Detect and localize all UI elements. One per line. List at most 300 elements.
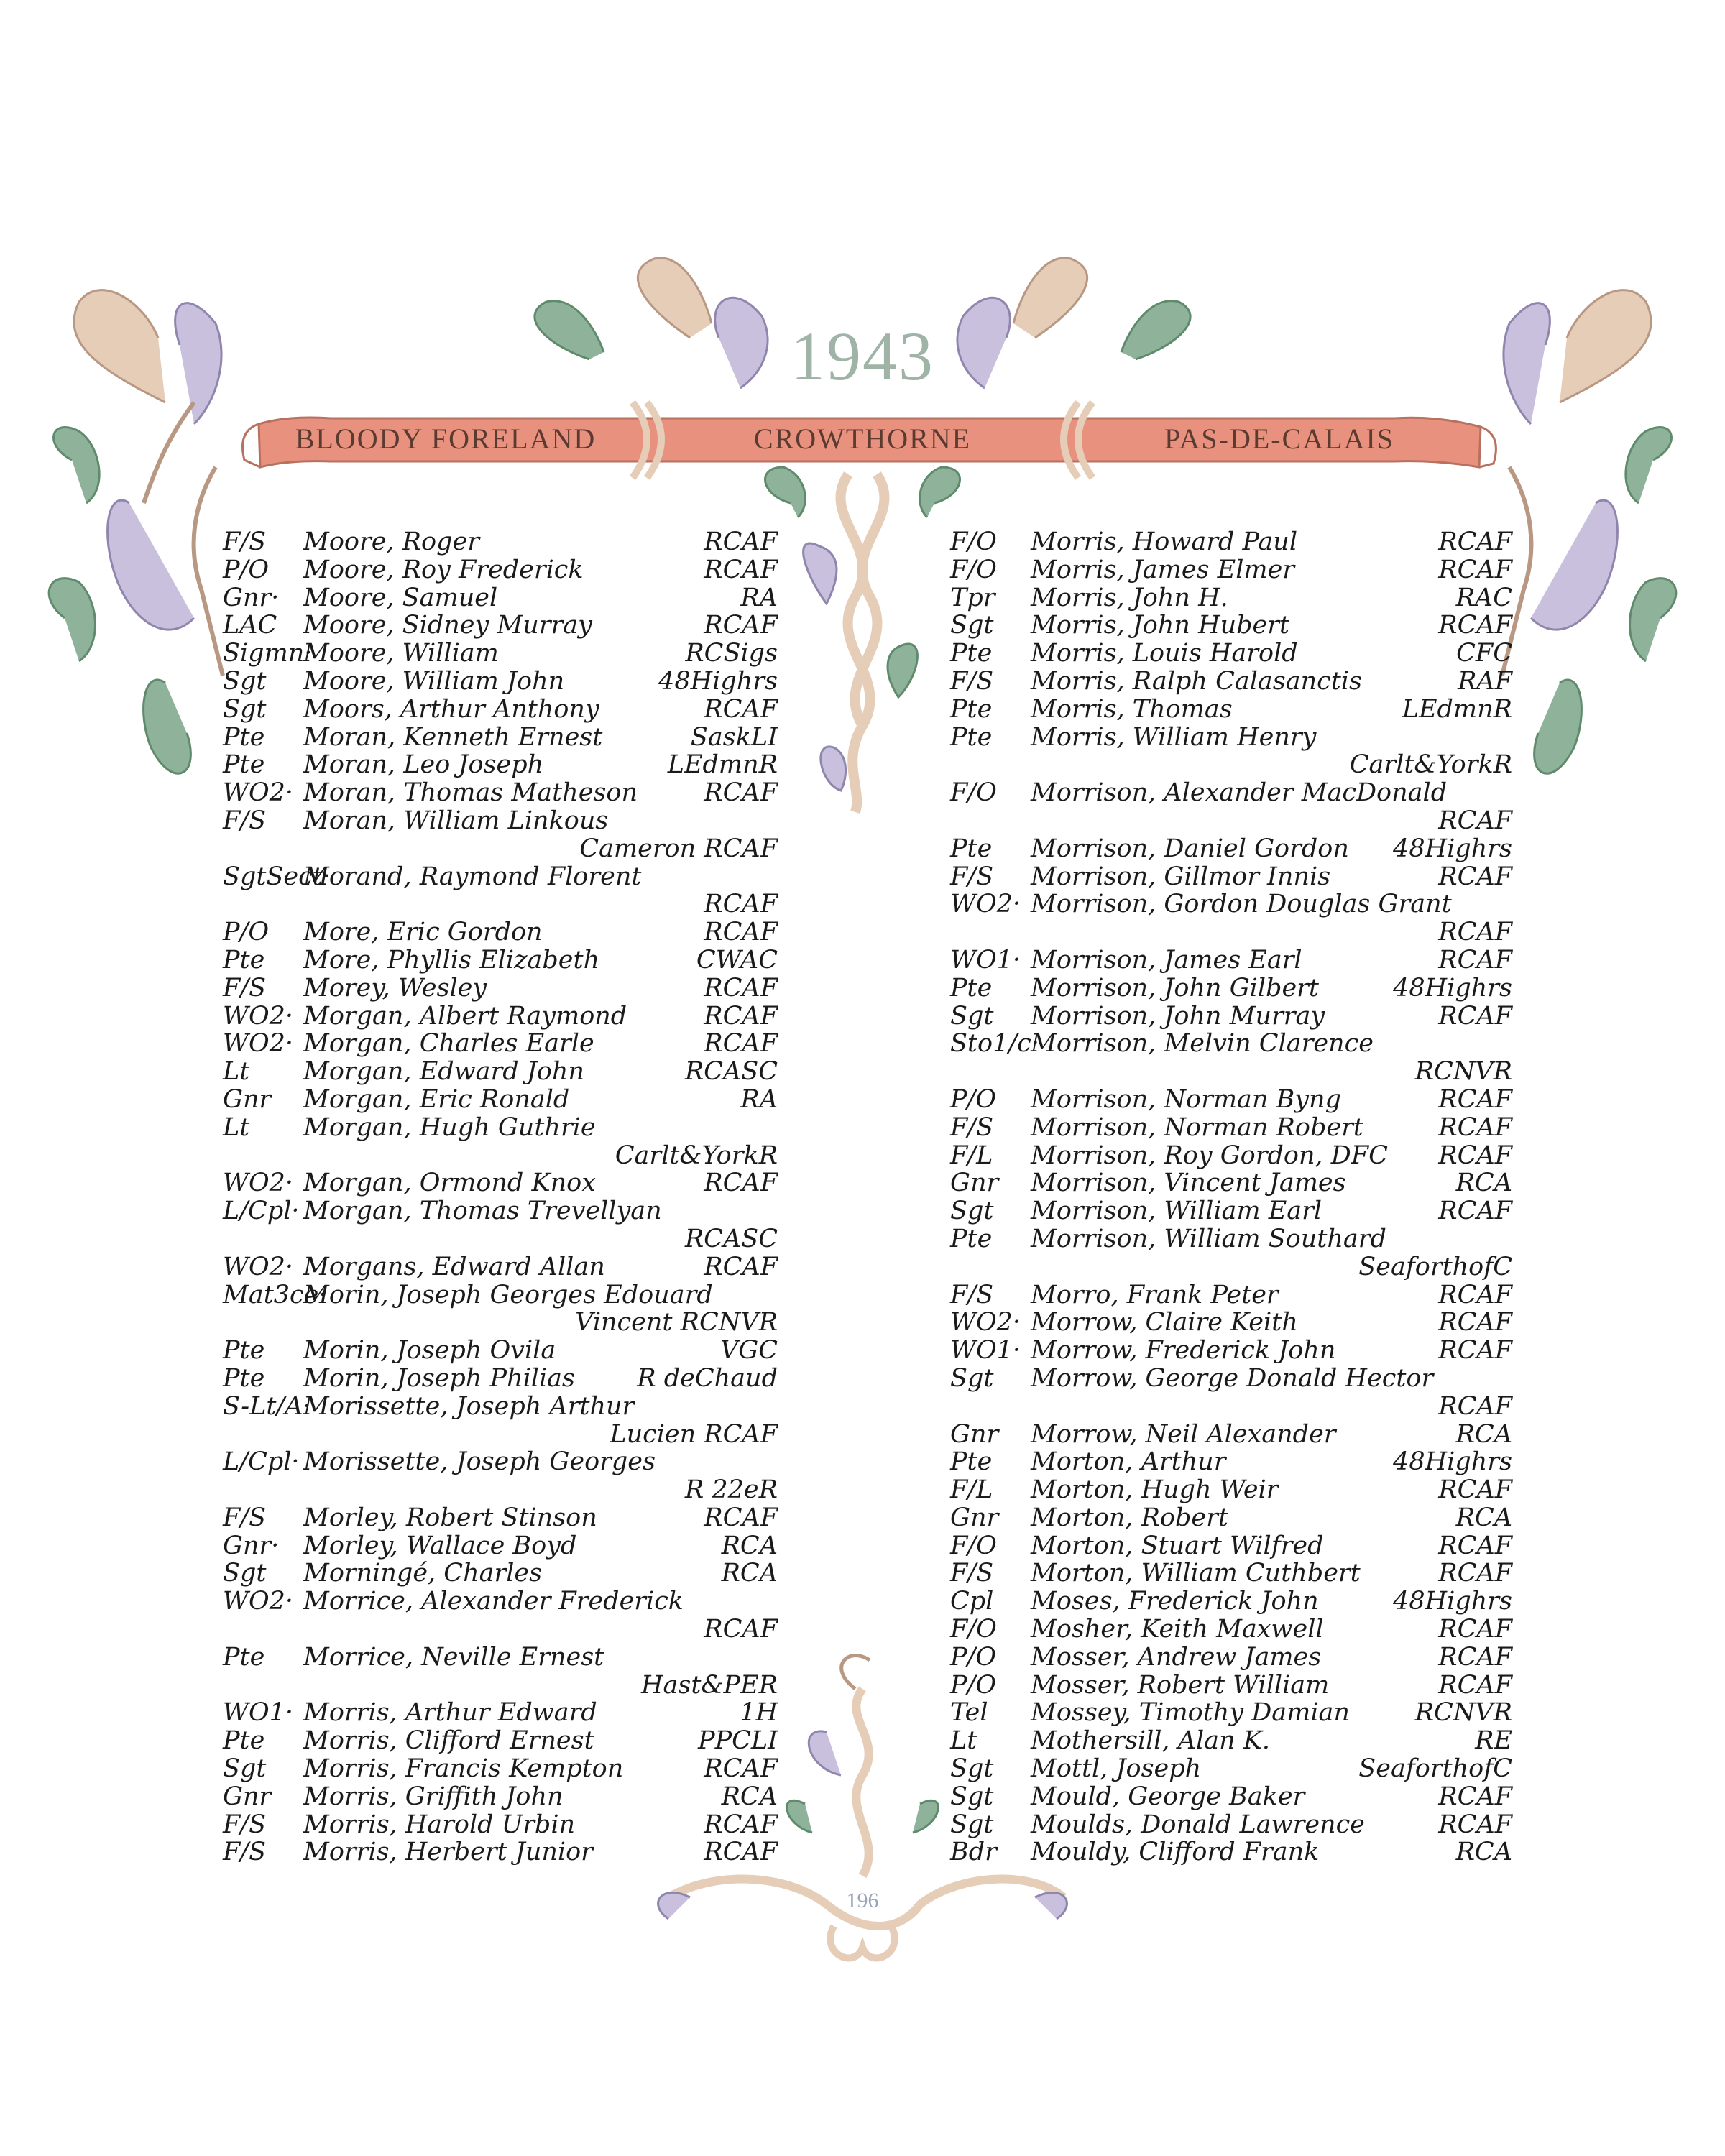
entry-unit: RCAF (1438, 555, 1512, 584)
entry-rank: Sgt (223, 694, 267, 724)
entry-unit: RCAF (1438, 945, 1512, 975)
list-item (950, 556, 1512, 584)
corner-flourish-left (49, 290, 223, 774)
entry-rank: F/S (950, 1559, 994, 1588)
entry-unit: RA (740, 583, 778, 612)
entry-name: Morris, Arthur Edward (303, 1698, 597, 1728)
entry-unit: RCAF (1438, 1336, 1512, 1365)
entry-unit: LEdmnR (1402, 694, 1512, 724)
entry-unit: RCAF (1438, 1782, 1512, 1811)
entry-rank: WO2· (223, 1169, 294, 1198)
entry-unit: RCAF (704, 1810, 778, 1839)
entry-unit: RCAF (704, 528, 778, 556)
entry-unit: RCAF (704, 1252, 778, 1281)
list-item (950, 1365, 1512, 1393)
entry-unit: 48Highrs (658, 666, 778, 696)
list-item (223, 1030, 778, 1058)
entry-rank: Lt (950, 1726, 978, 1756)
entry-name: Moran, Kenneth Ernest (303, 722, 603, 752)
entry-rank: F/L (950, 1141, 993, 1170)
list-item (950, 779, 1512, 807)
list-item (950, 1337, 1512, 1365)
entry-name: Morris, Griffith John (303, 1782, 564, 1811)
list-item (223, 1644, 778, 1672)
list-item (223, 1672, 778, 1700)
list-item (223, 1783, 778, 1811)
entry-rank: SgtSect· (223, 862, 331, 891)
entry-unit: RCA (721, 1559, 778, 1588)
entry-unit: RCNVR (1414, 1698, 1512, 1728)
entry-rank: Sgt (223, 666, 267, 696)
entry-name: Morris, James Elmer (1031, 555, 1295, 584)
list-item (223, 640, 778, 668)
list-item (950, 1672, 1512, 1700)
entry-name: Morgan, Ormond Knox (303, 1169, 596, 1198)
list-item (223, 1504, 778, 1532)
entry-rank: Pte (223, 722, 265, 752)
entry-rank: P/O (950, 1670, 997, 1700)
entry-rank: F/S (223, 1810, 267, 1839)
entry-rank: WO1· (950, 945, 1021, 975)
entry-rank: Pte (223, 1642, 265, 1672)
entry-unit: 48Highrs (1393, 973, 1512, 1003)
entry-name: Mould, George Baker (1031, 1782, 1305, 1811)
entry-rank: Lt (223, 1112, 250, 1142)
entry-rank: Sgt (223, 1559, 267, 1588)
entry-unit: RCAF (1438, 1615, 1512, 1644)
list-item (223, 751, 778, 779)
entry-rank: Sto1/c· (950, 1029, 1039, 1059)
list-item (950, 1811, 1512, 1839)
list-item (950, 1309, 1512, 1337)
entry-unit: RCAF (1438, 1810, 1512, 1839)
entry-unit: RCAF (704, 611, 778, 640)
entry-unit: LEdmnR (667, 750, 778, 780)
entry-name: Morgan, Albert Raymond (303, 1001, 627, 1031)
entry-rank: WO1· (950, 1336, 1021, 1365)
entry-name: Morin, Joseph Georges Edouard (303, 1280, 713, 1309)
entry-rank: F/L (950, 1475, 993, 1505)
entry-name: More, Phyllis Elizabeth (303, 945, 600, 975)
entry-unit: RCAF (704, 973, 778, 1003)
entry-rank: Bdr (950, 1838, 997, 1867)
entry-name: Moors, Arthur Anthony (303, 694, 599, 724)
entry-rank: S-Lt/A· (223, 1391, 311, 1421)
entry-name: Moses, Frederick John (1031, 1587, 1319, 1616)
entry-rank: Pte (223, 1726, 265, 1756)
entry-unit: RCAF (1438, 1559, 1512, 1588)
entry-name: Morris, Louis Harold (1031, 639, 1298, 668)
list-item (950, 1476, 1512, 1504)
entry-unit: CFC (1456, 639, 1512, 668)
entry-unit: RCAF (1438, 1280, 1512, 1309)
entry-name: Morrison, Alexander MacDonald (1031, 778, 1448, 808)
entry-rank: Lt (223, 1057, 250, 1087)
entry-unit: 48Highrs (1393, 1587, 1512, 1616)
list-item (950, 1114, 1512, 1142)
entry-rank: Tel (950, 1698, 988, 1728)
entry-name: Morrice, Neville Ernest (303, 1642, 604, 1672)
entry-rank: Sgt (950, 1197, 994, 1226)
list-item (223, 1309, 778, 1337)
entry-rank: Gnr (223, 1084, 272, 1114)
list-item (950, 1393, 1512, 1421)
list-item (950, 918, 1512, 946)
list-item (223, 1699, 778, 1727)
entry-name: Morris, Herbert Junior (303, 1838, 593, 1867)
entry-name: Morgan, Edward John (303, 1057, 584, 1087)
entry-name: More, Eric Gordon (303, 918, 543, 947)
list-item (223, 1476, 778, 1504)
entry-rank: WO2· (223, 1001, 294, 1031)
list-item (223, 807, 778, 835)
list-item (950, 528, 1512, 556)
entry-name: Moran, Thomas Matheson (303, 778, 638, 808)
entry-unit: RCAF (1438, 1197, 1512, 1226)
entry-name: Morris, Thomas (1031, 694, 1233, 724)
entry-name: Mossey, Timothy Damian (1031, 1698, 1350, 1728)
list-item (950, 1030, 1512, 1058)
entry-name: Moore, Sidney Murray (303, 611, 592, 640)
entry-unit: RCAF (704, 1029, 778, 1059)
entry-unit: RCAF (704, 1754, 778, 1784)
list-item (950, 1699, 1512, 1727)
entry-unit: RCA (1455, 1419, 1512, 1449)
entry-rank: F/S (223, 1503, 267, 1532)
entry-rank: Tpr (950, 583, 995, 612)
entry-unit: RCAF (704, 1503, 778, 1532)
list-item (950, 696, 1512, 724)
entry-continuation: Vincent RCNVR (575, 1308, 778, 1337)
list-item (223, 779, 778, 807)
entry-name: Morrow, Neil Alexander (1031, 1419, 1336, 1449)
entry-name: Morton, Stuart Wilfred (1031, 1531, 1324, 1560)
entry-name: Morgan, Charles Earle (303, 1029, 594, 1059)
entry-rank: Sgt (950, 1810, 994, 1839)
entry-rank: Mat3ce· (223, 1280, 327, 1309)
entry-name: Morris, William Henry (1031, 722, 1317, 752)
entry-unit: RCAF (1438, 611, 1512, 640)
entry-name: Morris, Ralph Calasanctis (1031, 666, 1362, 696)
entry-rank: WO1· (223, 1698, 294, 1728)
entry-name: Morand, Raymond Florent (303, 862, 642, 891)
entry-rank: WO2· (950, 1308, 1021, 1337)
entry-rank: LAC (223, 611, 277, 640)
entry-name: Mouldy, Clifford Frank (1031, 1838, 1320, 1867)
list-item (950, 1225, 1512, 1253)
entry-unit: RCA (1455, 1838, 1512, 1867)
entry-rank: Pte (950, 973, 993, 1003)
entry-unit: CWAC (696, 945, 778, 975)
entry-unit: 1H (740, 1698, 778, 1728)
entry-name: Morrow, George Donald Hector (1031, 1363, 1434, 1393)
entry-continuation: RCAF (704, 1615, 778, 1644)
list-item (223, 1281, 778, 1309)
entry-name: Morley, Wallace Boyd (303, 1531, 577, 1560)
entry-continuation: RCASC (684, 1224, 778, 1253)
entry-name: Morin, Joseph Philias (303, 1363, 575, 1393)
entry-name: Morrow, Claire Keith (1031, 1308, 1298, 1337)
entry-rank: F/O (950, 555, 997, 584)
entry-continuation: RCAF (1438, 1391, 1512, 1421)
list-item (950, 1281, 1512, 1309)
entry-name: Morris, Francis Kempton (303, 1754, 624, 1784)
entry-rank: Pte (950, 722, 993, 752)
entry-name: Moran, William Linkous (303, 806, 609, 835)
entry-unit: 48Highrs (1393, 1447, 1512, 1477)
entry-name: Moore, William (303, 639, 499, 668)
entry-rank: WO2· (223, 1029, 294, 1059)
entry-name: Morton, Robert (1031, 1503, 1228, 1532)
list-item (223, 1838, 778, 1866)
entry-rank: WO2· (223, 1587, 294, 1616)
entry-name: Morton, Hugh Weir (1031, 1475, 1279, 1505)
entry-name: Morris, Howard Paul (1031, 528, 1298, 556)
entry-unit: RCAF (1438, 1308, 1512, 1337)
list-item (223, 1142, 778, 1170)
entry-name: Moran, Leo Joseph (303, 750, 544, 780)
entry-unit: RCAF (1438, 1642, 1512, 1672)
list-item (223, 584, 778, 612)
entry-unit: RE (1475, 1726, 1512, 1756)
entry-rank: Pte (223, 750, 265, 780)
entry-rank: Gnr· (223, 1531, 280, 1560)
entry-continuation: Carlt&YorkR (615, 1141, 778, 1170)
list-item (223, 668, 778, 696)
list-item (223, 1253, 778, 1281)
corner-flourish-right (1502, 290, 1676, 774)
list-item (950, 1448, 1512, 1476)
list-item (950, 584, 1512, 612)
entry-rank: Sgt (950, 611, 994, 640)
entry-rank: Gnr (950, 1503, 999, 1532)
year-heading: 1943 (791, 318, 934, 395)
entry-name: Mosser, Andrew James (1031, 1642, 1322, 1672)
list-item (223, 1337, 778, 1365)
list-item (950, 1003, 1512, 1031)
list-item (950, 1644, 1512, 1672)
list-item (950, 1838, 1512, 1866)
list-item (223, 1616, 778, 1644)
list-item (950, 1086, 1512, 1114)
list-item (950, 1421, 1512, 1449)
entry-name: Morrison, Norman Byng (1031, 1084, 1341, 1114)
entry-unit: RCAF (704, 1169, 778, 1198)
entry-rank: WO2· (223, 1252, 294, 1281)
entry-name: Morrow, Frederick John (1031, 1336, 1336, 1365)
entry-name: Morrison, Gillmor Innis (1031, 862, 1331, 891)
entry-unit: RCAF (1438, 528, 1512, 556)
entry-continuation: Hast&PER (640, 1670, 778, 1700)
entry-unit: RCAF (1438, 1475, 1512, 1505)
entry-rank: WO2· (223, 778, 294, 808)
entry-rank: Gnr· (223, 583, 280, 612)
entry-name: Morrison, Roy Gordon, DFC (1031, 1141, 1388, 1170)
banner-label-center: CROWTHORNE (753, 423, 972, 455)
list-item (223, 528, 778, 556)
entry-continuation: SeaforthofC (1358, 1252, 1512, 1281)
entry-unit: RCAF (704, 1001, 778, 1031)
entry-unit: RCAF (704, 694, 778, 724)
list-item (950, 1560, 1512, 1588)
list-item (950, 1755, 1512, 1783)
entry-name: Moulds, Donald Lawrence (1031, 1810, 1365, 1839)
entry-name: Morris, Clifford Ernest (303, 1726, 594, 1756)
entry-unit: RCAF (704, 1838, 778, 1867)
list-item (223, 1114, 778, 1142)
entry-rank: Pte (950, 694, 993, 724)
entry-unit: RAC (1455, 583, 1512, 612)
entry-name: Morro, Frank Peter (1031, 1280, 1279, 1309)
entry-name: Morrison, Gordon Douglas Grant (1031, 890, 1452, 919)
entry-name: Morrice, Alexander Frederick (303, 1587, 684, 1616)
list-item (223, 890, 778, 918)
list-item (223, 612, 778, 640)
entry-rank: F/S (223, 528, 267, 556)
entry-unit: RCAF (1438, 1001, 1512, 1031)
entry-rank: F/O (950, 1615, 997, 1644)
entry-name: Morgan, Hugh Guthrie (303, 1112, 596, 1142)
list-item (950, 1783, 1512, 1811)
entry-name: Moore, Roger (303, 528, 479, 556)
right-column (950, 528, 1512, 1866)
entry-rank: Pte (223, 1336, 265, 1365)
entry-continuation: RCAF (1438, 918, 1512, 947)
entry-name: Morton, William Cuthbert (1031, 1559, 1361, 1588)
entry-rank: F/S (223, 806, 267, 835)
list-item (223, 1755, 778, 1783)
entry-unit: RCSigs (685, 639, 778, 668)
list-item (950, 1142, 1512, 1170)
entry-rank: WO2· (950, 890, 1021, 919)
list-item (950, 1504, 1512, 1532)
list-item (950, 724, 1512, 752)
entry-rank: Sigmn· (223, 639, 313, 668)
entry-rank: F/S (950, 666, 994, 696)
entry-rank: Gnr (950, 1419, 999, 1449)
entry-unit: PPCLI (698, 1726, 778, 1756)
entry-rank: Pte (950, 1447, 993, 1477)
entry-rank: Pte (223, 1363, 265, 1393)
entry-rank: F/O (950, 1531, 997, 1560)
entry-unit: RCA (721, 1782, 778, 1811)
banner-label-left: BLOODY FORELAND (295, 423, 597, 455)
entry-name: Morris, John H. (1031, 583, 1228, 612)
entry-rank: Sgt (223, 1754, 267, 1784)
entry-unit: RCAF (704, 778, 778, 808)
list-item (223, 1421, 778, 1449)
entry-continuation: R 22eR (684, 1475, 778, 1505)
list-item (950, 612, 1512, 640)
list-item (223, 1448, 778, 1476)
entry-unit: RCAF (1438, 1112, 1512, 1142)
entry-continuation: RCAF (704, 890, 778, 919)
entry-name: Morrison, John Murray (1031, 1001, 1325, 1031)
entry-rank: F/S (950, 1112, 994, 1142)
entry-continuation: Cameron RCAF (579, 834, 778, 863)
entry-unit: SaskLI (690, 722, 778, 752)
list-item (223, 1225, 778, 1253)
entry-unit: VGC (719, 1336, 778, 1365)
entry-rank: F/S (223, 973, 267, 1003)
list-item (223, 1393, 778, 1421)
entry-name: Mosher, Keith Maxwell (1031, 1615, 1324, 1644)
entry-name: Mottl, Joseph (1031, 1754, 1202, 1784)
entry-unit: RCA (1455, 1503, 1512, 1532)
entry-unit: RCAF (1438, 1670, 1512, 1700)
list-item (223, 1532, 778, 1560)
list-item (950, 668, 1512, 696)
central-vine (765, 467, 960, 812)
entry-rank: P/O (223, 555, 270, 584)
list-item (950, 835, 1512, 863)
list-item (950, 751, 1512, 779)
entry-unit: RCAF (1438, 862, 1512, 891)
entry-continuation: RCNVR (1414, 1057, 1512, 1087)
left-column (223, 528, 778, 1866)
list-item (223, 918, 778, 946)
page-number: 196 (846, 1889, 879, 1912)
entry-name: Morrison, Vincent James (1031, 1169, 1346, 1198)
entry-rank: Sgt (950, 1363, 994, 1393)
list-item (950, 640, 1512, 668)
entry-unit: 48Highrs (1393, 834, 1512, 863)
list-item (223, 1811, 778, 1839)
list-item (223, 1003, 778, 1031)
entry-continuation: Carlt&YorkR (1349, 750, 1512, 780)
entry-unit: RCAF (704, 555, 778, 584)
list-item (223, 1560, 778, 1588)
list-item (950, 1616, 1512, 1644)
entry-continuation: Lucien RCAF (610, 1419, 778, 1449)
entry-rank: Sgt (950, 1001, 994, 1031)
entry-continuation: RCAF (1438, 806, 1512, 835)
entry-name: Mothersill, Alan K. (1031, 1726, 1271, 1756)
list-item (223, 946, 778, 975)
list-item (223, 1365, 778, 1393)
list-item (223, 724, 778, 752)
entry-unit: R deChaud (637, 1363, 778, 1393)
entry-name: Morrison, William Southard (1031, 1224, 1386, 1253)
entry-name: Morton, Arthur (1031, 1447, 1226, 1477)
list-item (950, 1727, 1512, 1755)
entry-rank: P/O (950, 1084, 997, 1114)
entry-rank: Gnr (950, 1169, 999, 1198)
list-item (223, 1086, 778, 1114)
entry-name: Morin, Joseph Ovila (303, 1336, 556, 1365)
entry-unit: SeaforthofC (1358, 1754, 1512, 1784)
entry-rank: Sgt (950, 1782, 994, 1811)
entry-rank: P/O (950, 1642, 997, 1672)
entry-rank: Pte (950, 639, 993, 668)
entry-rank: F/O (950, 528, 997, 556)
entry-name: Morrison, John Gilbert (1031, 973, 1319, 1003)
entry-unit: RCAF (1438, 1084, 1512, 1114)
list-item (950, 1532, 1512, 1560)
banner-label-right: PAS-DE-CALAIS (1164, 423, 1395, 455)
list-item (223, 975, 778, 1003)
entry-rank: L/Cpl· (223, 1447, 300, 1477)
list-item (950, 1253, 1512, 1281)
entry-unit: RCASC (684, 1057, 778, 1087)
entry-unit: RA (740, 1084, 778, 1114)
list-item (223, 1058, 778, 1086)
entry-name: Morris, Harold Urbin (303, 1810, 576, 1839)
entry-name: Morrison, Melvin Clarence (1031, 1029, 1374, 1059)
entry-rank: Gnr (223, 1782, 272, 1811)
list-item (223, 556, 778, 584)
list-item (950, 1588, 1512, 1616)
